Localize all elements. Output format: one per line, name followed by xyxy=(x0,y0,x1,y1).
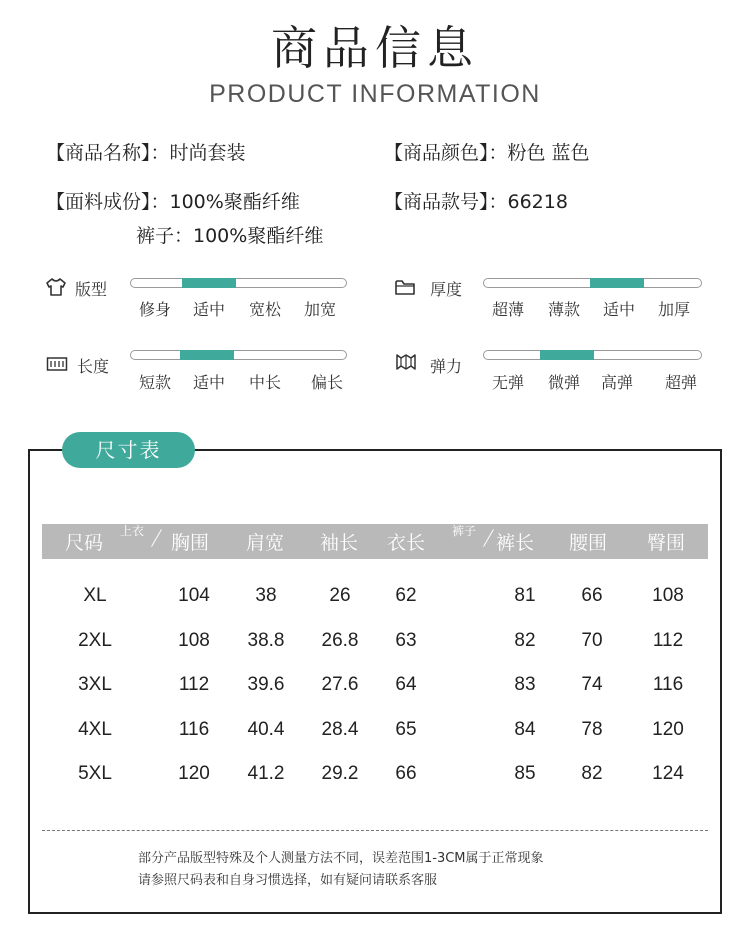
thickness-option: 超薄 xyxy=(491,300,525,319)
header-slash xyxy=(483,529,494,547)
measurement-cell: 81 xyxy=(514,585,536,606)
length-option: 适中 xyxy=(192,373,226,392)
info-product-color: 【商品颜色】：粉色 蓝色 xyxy=(384,142,590,164)
measurement-cell: 66 xyxy=(581,585,603,606)
measurement-cell: 29.2 xyxy=(321,763,359,784)
elastic-slider xyxy=(483,350,702,360)
measurement-cell: 108 xyxy=(178,629,210,651)
page-title: 商品信息 xyxy=(271,21,479,75)
measurement-cell: 27.6 xyxy=(321,674,359,695)
measurement-cell: 74 xyxy=(581,674,603,695)
attr-label-elastic: 弹力 xyxy=(430,357,463,376)
length-slider xyxy=(130,350,347,360)
header-group-pants: 裤子 xyxy=(452,524,477,538)
size-cell: 2XL xyxy=(78,629,112,651)
measurement-cell: 120 xyxy=(178,763,210,784)
info-fabric: 【面料成份】：100%聚酯纤维 xyxy=(46,191,300,213)
measurement-cell: 41.2 xyxy=(247,763,285,784)
thickness-option: 加厚 xyxy=(657,300,691,319)
fit-option: 适中 xyxy=(192,300,226,319)
measurement-cell: 40.4 xyxy=(247,718,285,740)
measurement-cell: 63 xyxy=(395,629,417,651)
size-cell: XL xyxy=(83,585,107,606)
measurement-cell: 124 xyxy=(652,763,684,784)
info-style-number: 【商品款号】：66218 xyxy=(384,191,568,213)
measurement-cell: 70 xyxy=(581,629,603,651)
elastic-option: 高弹 xyxy=(600,373,634,392)
header-shoulder: 肩宽 xyxy=(245,532,285,554)
ruler-icon xyxy=(46,353,68,375)
measurement-cell: 83 xyxy=(514,674,536,695)
measurement-cell: 65 xyxy=(395,718,417,740)
length-option: 短款 xyxy=(138,373,172,392)
header-pants-length: 裤长 xyxy=(495,532,535,554)
size-cell: 4XL xyxy=(78,718,112,740)
length-option: 偏长 xyxy=(310,373,344,392)
fit-option: 修身 xyxy=(138,300,172,319)
measurement-cell: 38.8 xyxy=(247,629,285,651)
header-slash xyxy=(151,529,162,547)
measurement-cell: 66 xyxy=(395,763,417,784)
header-waist: 腰围 xyxy=(568,532,608,554)
size-table-tab: 尺寸表 xyxy=(62,432,195,468)
header-sleeve: 袖长 xyxy=(319,532,359,554)
shirt-icon xyxy=(45,276,67,298)
measurement-cell: 26 xyxy=(329,585,351,606)
size-note-2: 请参照尺码表和自身习惯选择，如有疑问请联系客服 xyxy=(138,873,438,888)
thickness-option: 适中 xyxy=(602,300,636,319)
measurement-cell: 62 xyxy=(395,585,417,606)
header-chest: 胸围 xyxy=(170,532,210,554)
page-subtitle: PRODUCT INFORMATION xyxy=(209,80,541,108)
measurement-cell: 78 xyxy=(581,718,603,740)
fit-slider-fill xyxy=(182,278,236,288)
header-top-length: 衣长 xyxy=(386,532,426,554)
header-hip: 臀围 xyxy=(646,532,686,554)
fit-option: 加宽 xyxy=(303,300,337,319)
measurement-cell: 64 xyxy=(395,674,417,695)
measurement-cell: 104 xyxy=(178,585,210,606)
size-cell: 5XL xyxy=(78,763,112,784)
measurement-cell: 84 xyxy=(514,718,536,740)
thickness-slider-fill xyxy=(590,278,644,288)
measurement-cell: 85 xyxy=(514,763,536,784)
header-group-top: 上衣 xyxy=(120,524,145,538)
divider xyxy=(42,830,708,831)
size-note-1: 部分产品版型特殊及个人测量方法不同，误差范围1-3CM属于正常现象 xyxy=(138,851,544,866)
elastic-icon xyxy=(395,351,417,373)
fit-slider xyxy=(130,278,347,288)
header-size: 尺码 xyxy=(64,532,104,554)
measurement-cell: 112 xyxy=(178,674,210,695)
elastic-slider-fill xyxy=(540,350,594,360)
size-cell: 3XL xyxy=(78,674,112,695)
attr-label-fit: 版型 xyxy=(75,280,108,299)
thickness-option: 薄款 xyxy=(547,300,581,319)
size-table-frame xyxy=(28,449,722,914)
measurement-cell: 39.6 xyxy=(247,674,285,695)
length-slider-fill xyxy=(180,350,234,360)
measurement-cell: 26.8 xyxy=(321,629,359,651)
thickness-slider xyxy=(483,278,702,288)
length-option: 中长 xyxy=(248,373,282,392)
measurement-cell: 28.4 xyxy=(321,718,359,740)
measurement-cell: 82 xyxy=(514,629,536,651)
attr-label-length: 长度 xyxy=(77,357,110,376)
elastic-option: 微弹 xyxy=(547,373,581,392)
folder-icon xyxy=(394,276,416,298)
measurement-cell: 116 xyxy=(178,718,210,740)
size-table-header xyxy=(42,524,708,559)
measurement-cell: 120 xyxy=(652,718,684,740)
measurement-cell: 82 xyxy=(581,763,603,784)
measurement-cell: 112 xyxy=(652,629,684,651)
fit-option: 宽松 xyxy=(248,300,282,319)
measurement-cell: 38 xyxy=(255,585,277,606)
measurement-cell: 108 xyxy=(652,585,684,606)
elastic-option: 超弹 xyxy=(664,373,698,392)
info-product-name: 【商品名称】：时尚套装 xyxy=(46,142,246,164)
measurement-cell: 116 xyxy=(652,674,684,695)
elastic-option: 无弹 xyxy=(491,373,525,392)
info-fabric-pants: 裤子：100%聚酯纤维 xyxy=(136,225,324,247)
attr-label-thickness: 厚度 xyxy=(430,280,463,299)
